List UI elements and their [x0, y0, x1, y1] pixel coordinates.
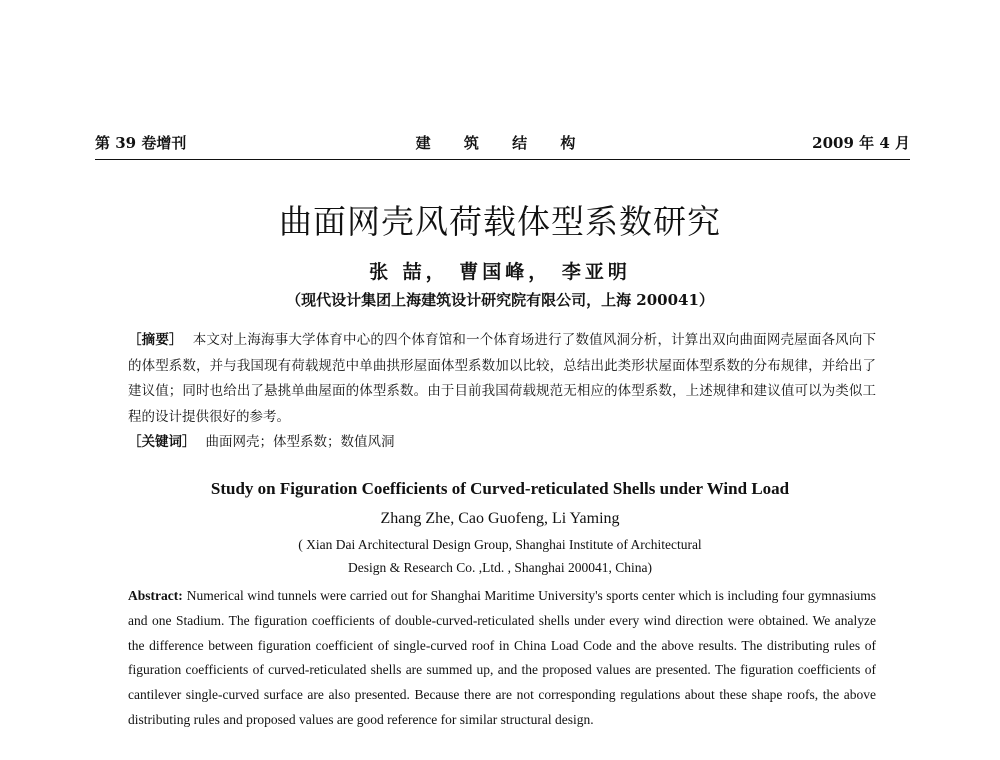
english-abstract-separator: :	[178, 588, 183, 603]
chinese-keywords-label: ［关键词］	[128, 434, 196, 450]
english-abstract-text: Numerical wind tunnels were carried out for Shanghai Maritime University's sports center which is including four gymnasiums and one Stadium. The figuration coefficients of double-curved-reticulated shells under every wind direction were obtained. We analyze the difference between figuration coefficient of single-curved roof in China Load Code and the above results. The distributing rules of figuration coefficients of curved-reticulated shells are summed up, and the proposed values are presented. The figuration coefficients of cantilever single-curved surface are also presented. Because there are not corresponding regulations about these shape roofs, the above distributing rules and proposed values are good reference for similar structural design.	[128, 588, 876, 727]
english-affiliation-line1: ( Xian Dai Architectural Design Group, Shanghai Institute of Architectural	[298, 537, 702, 552]
chinese-keywords	[128, 431, 876, 453]
chinese-authors: 张 喆， 曹国峰， 李亚明	[369, 261, 631, 283]
chinese-title: 曲面网壳风荷载体型系数研究	[279, 202, 721, 241]
publication-date: 2009 年 4 月	[812, 134, 910, 152]
running-header	[95, 132, 910, 156]
chinese-keywords-text: 曲面网壳；体型系数；数值风洞	[205, 434, 395, 450]
chinese-abstract	[128, 328, 876, 430]
journal-name: 建 筑 结 构	[415, 134, 590, 152]
chinese-abstract-label: ［摘要］	[128, 332, 183, 348]
english-abstract-label: Abstract	[128, 588, 179, 603]
english-title: Study on Figuration Coefficients of Curved-reticulated Shells under Wind Load	[210, 479, 790, 498]
journal-volume: 第 39 卷增刊	[95, 134, 187, 152]
chinese-affiliation: （现代设计集团上海建筑设计研究院有限公司，上海 200041）	[286, 291, 714, 309]
english-affiliation-line2: Design & Research Co. ,Ltd. , Shanghai 200041, China)	[347, 560, 653, 575]
english-abstract	[128, 584, 876, 733]
english-authors: Zhang Zhe, Cao Guofeng, Li Yaming	[380, 510, 620, 527]
chinese-abstract-text: 本文对上海海事大学体育中心的四个体育馆和一个体育场进行了数值风洞分析，计算出双向曲面网壳屋面各风向下的体型系数，并与我国现有荷载规范中单曲拱形屋面体型系数加以比较，总结出此类形状屋面体型系数的分布规律，并给出了建议值；同时也给出了悬挑单曲屋面的体型系数。由于目前我国荷载规范无相应的体型系数，上述规律和建议值可以为类似工程的设计提供很好的参考。	[128, 332, 877, 425]
header-rule	[95, 159, 910, 160]
